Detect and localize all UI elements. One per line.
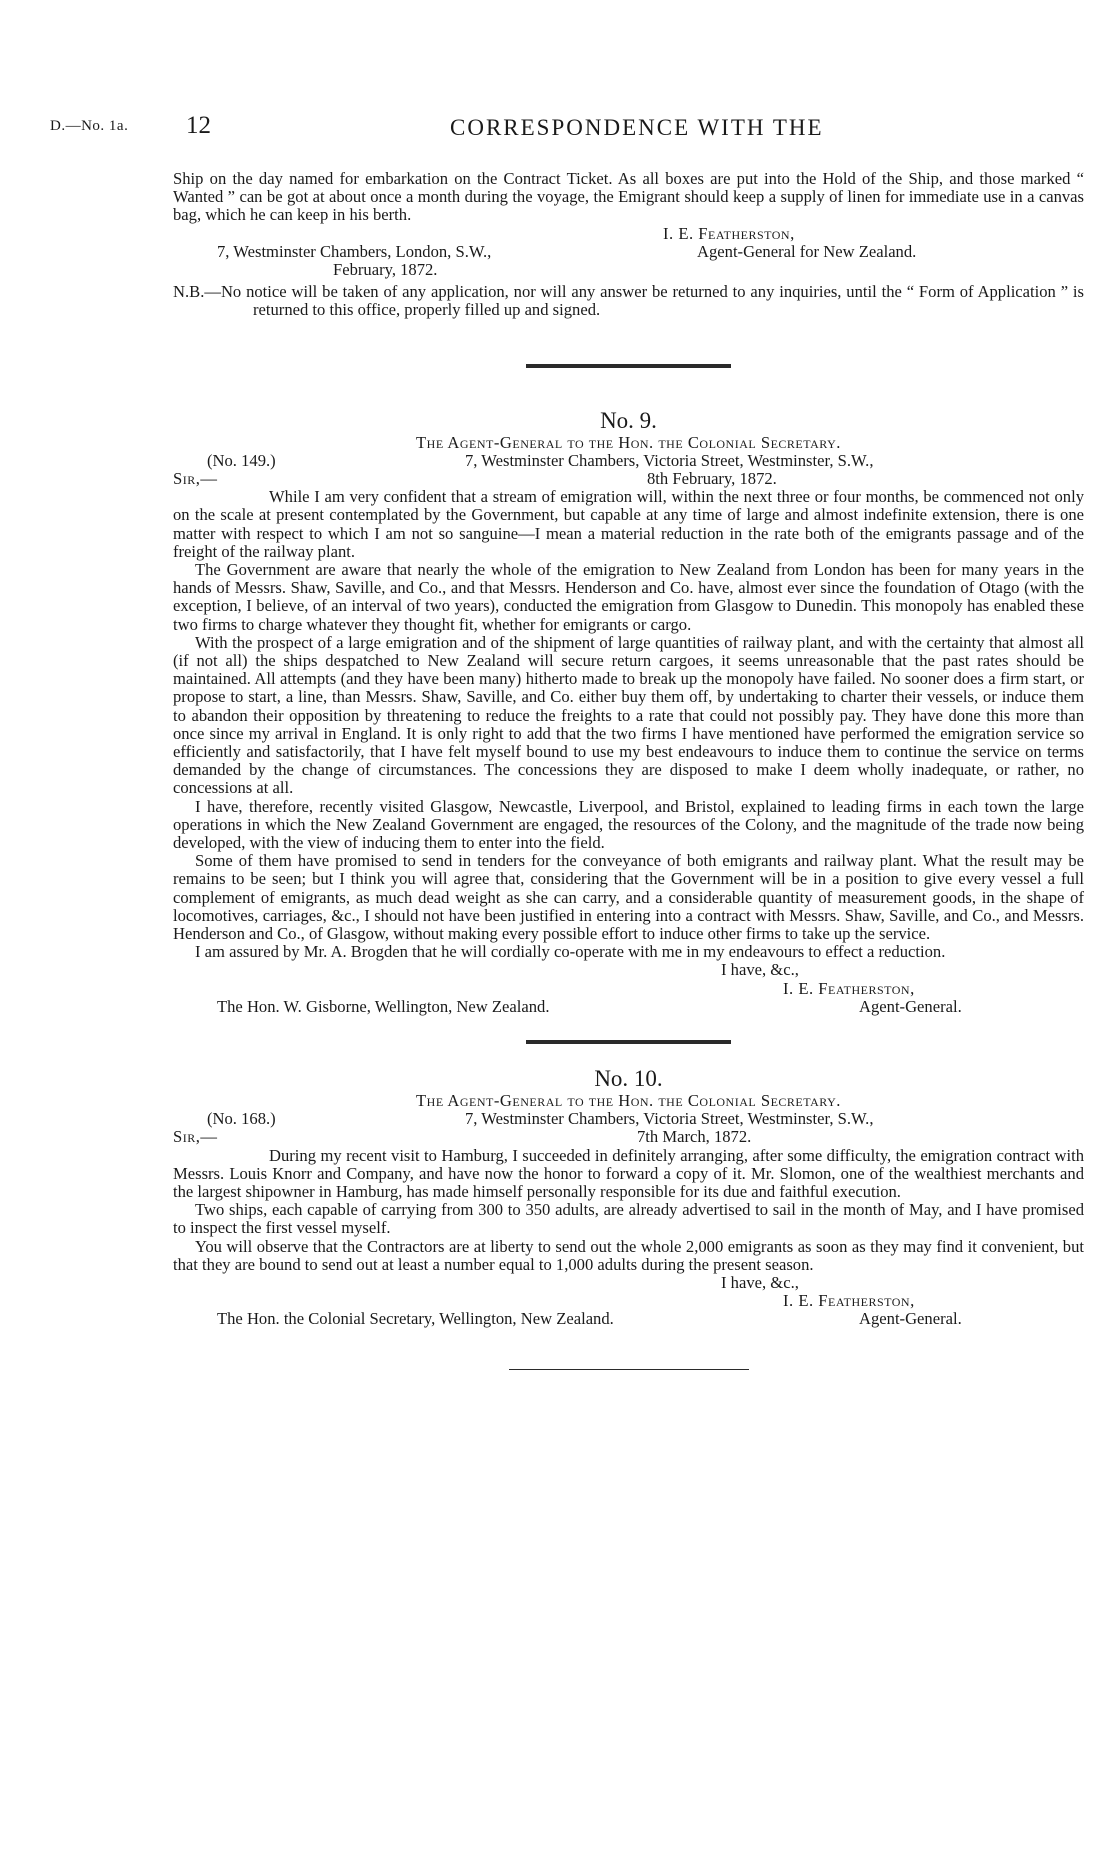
- page-body: [173, 170, 1084, 1370]
- section-divider: [526, 364, 731, 368]
- letter-9-paragraph: Some of them have promised to send in tenders for the conveyance of both emigrants and railway plant. What the result may be remains to be seen; but I think you will agree that, considering that the Government will be in a position to give every vessel a full complement of emigrants, as much dead weight as she can carry, and a considerable quantity of measurement goods, in the shape of locomotives, carriages, &c., I should not have been justified in entering into a contract with Messrs. Shaw, Saville, and Co., and Messrs. Henderson and Co., of Glasgow, without making every possible effort to induce other firms to take up the service.: [173, 851, 1084, 944]
- letter-9-closing: I have, &c.,: [721, 960, 799, 980]
- letter-9-paragraph: While I am very confident that a stream of emigration will, within the next three or four months, be commenced not only on the scale at present contemplated by the Government, but capable at any time of large and almost indefinite extension, there is one matter with respect to which I am not so sanguine—I mean a material reduction in the rate both of the emigrants passage and of the freight of the railway plant.: [173, 487, 1084, 561]
- intro-signer-title: Agent-General for New Zealand.: [697, 241, 917, 261]
- letter-9-paragraph: I am assured by Mr. A. Brogden that he will cordially co-operate with me in my endeavours to effect a reduction.: [195, 942, 946, 962]
- letter-10-ref: (No. 168.): [207, 1109, 276, 1129]
- intro-date-line: [173, 261, 1084, 279]
- running-title: CORRESPONDENCE WITH THE: [450, 115, 824, 140]
- letter-9-address: 7, Westminster Chambers, Victoria Street, Westminster, S.W.,: [465, 450, 874, 470]
- letter-10-paragraph: Two ships, each capable of carrying from 300 to 350 adults, are already advertised to sail in the month of May, and I have promised to inspect the first vessel myself.: [173, 1200, 1084, 1238]
- letter-9-number: No. 9.: [600, 407, 657, 433]
- letter-9-date: 8th February, 1872.: [647, 468, 777, 488]
- letter-9-paragraph: The Government are aware that nearly the whole of the emigration to New Zealand from London has been for many years in the hands of Messrs. Shaw, Saville, and Co., and that Messrs. Henderson and Co. have, almost ever since the foundation of Otago (with the exception, I believe, of an interval of two years), conducted the emigration from Glasgow to Dunedin. This monopoly has enabled these two firms to charge whatever they thought fit, whether for emigrants or cargo.: [173, 559, 1084, 634]
- intro-paragraph: Ship on the day named for embarkation on the Contract Ticket. As all boxes are put into the Hold of the Ship, and those marked “ Wanted ” can be got at about once a month during the voyage, the Emigrant should keep a supply of linen for immediate use in a canvas bag, which he can keep in his berth.: [173, 169, 1084, 225]
- letter-9-paragraph: I have, therefore, recently visited Glasgow, Newcastle, Liverpool, and Bristol, explained to leading firms in each town the large operations in which the New Zealand Government are engaged, the resources of the Colony, and the magnitude of the trade now being developed, with the view of inducing them to enter into the field.: [173, 796, 1084, 853]
- page-header: [50, 112, 830, 142]
- letter-10-paragraph: You will observe that the Contractors are at liberty to send out the whole 2,000 emigrants as soon as they may find it convenient, but that they are bound to send out at least a number equal to 1,000 adults during the present season.: [173, 1236, 1084, 1274]
- letter-10-closing: I have, &c.,: [721, 1273, 799, 1292]
- document-reference: D.—No. 1a.: [50, 118, 129, 134]
- letter-10-route: The Agent-General to the Hon. the Colonial Secretary.: [416, 1091, 841, 1110]
- letter-9-recipient: The Hon. W. Gisborne, Wellington, New Zealand.: [217, 996, 550, 1016]
- letter-9-paragraph: With the prospect of a large emigration and of the shipment of large quantities of railway plant, and with the certainty that almost all (if not all) the ships despatched to New Zealand will secure return cargoes, it seems unreasonable that the past rates should be maintained. All attempts (and they have been many) hitherto made to break up the monopoly have failed. No sooner does a firm start, or propose to start, a line, than Messrs. Shaw, Saville, and Co. either buy them off, by undertaking to charter their vessels, or induce them to abandon their opposition by threatening to reduce the freights to a rate that could not possibly pay. They have done this more than once since my arrival in England. It is only right to add that the two firms I have mentioned have performed the emigration service so efficiently and satisfactorily, that I have felt myself bound to use my best endeavours to induce them to continue the service on terms demanded by the change of circumstances. The concessions they are disposed to make I deem wholly inadequate, or rather, no concessions at all.: [173, 632, 1084, 798]
- letter-10-number: No. 10.: [594, 1066, 663, 1091]
- page-number: 12: [186, 112, 211, 139]
- letter-10-signer-title: Agent-General.: [859, 1309, 962, 1329]
- letter-10-ref-line: [173, 1110, 1084, 1128]
- intro-address: 7, Westminster Chambers, London, S.W.,: [217, 241, 492, 261]
- letter-10-signer: I. E. Featherston,: [783, 1291, 915, 1311]
- letter-10-recipient-line: [173, 1310, 1084, 1328]
- end-divider: [509, 1369, 749, 1370]
- letter-10-date: 7th March, 1872.: [637, 1127, 752, 1147]
- letter-9-closing-line: [173, 961, 1084, 979]
- nb-note: N.B.—No notice will be taken of any application, nor will any answer be returned to any inquiries, until the “ Form of Application ” is returned to this office, properly filled up and signed.: [173, 282, 1084, 320]
- letter-10-paragraph: During my recent visit to Hamburg, I succeeded in definitely arranging, after some difficulty, the emigration contract with Messrs. Louis Knorr and Company, and have now the honor to forward a copy of it. Mr. Slomon, one of the wealthiest merchants and the largest shipowner in Hamburg, has made himself personally responsible for its due and faithful execution.: [173, 1145, 1084, 1201]
- letter-9-ref: (No. 149.): [207, 450, 276, 470]
- letter-9-ref-line: [173, 452, 1084, 470]
- letter-9-salutation-line: [173, 470, 1084, 488]
- letter-9-salutation: Sir,—: [173, 468, 218, 488]
- letter-9-route: The Agent-General to the Hon. the Colonial Secretary.: [416, 432, 841, 452]
- letter-10-closing-line: [173, 1274, 1084, 1292]
- intro-signer: I. E. Featherston,: [663, 223, 795, 243]
- letter-9-signer-line: [173, 980, 1084, 998]
- letter-9-recipient-line: [173, 998, 1084, 1016]
- letter-10-signer-line: [173, 1292, 1084, 1310]
- intro-signer-line: [173, 225, 1084, 243]
- letter-10-address: 7, Westminster Chambers, Victoria Street, Westminster, S.W.,: [465, 1109, 874, 1129]
- letter-9-signer-title: Agent-General.: [859, 996, 962, 1016]
- intro-date: February, 1872.: [333, 259, 438, 279]
- letter-9-signer: I. E. Featherston,: [783, 978, 915, 998]
- letter-10-salutation: Sir,—: [173, 1127, 218, 1147]
- intro-address-line: [173, 243, 1084, 261]
- section-divider: [526, 1040, 731, 1044]
- letter-10-salutation-line: [173, 1128, 1084, 1146]
- letter-10-recipient: The Hon. the Colonial Secretary, Wellington, New Zealand.: [217, 1309, 614, 1329]
